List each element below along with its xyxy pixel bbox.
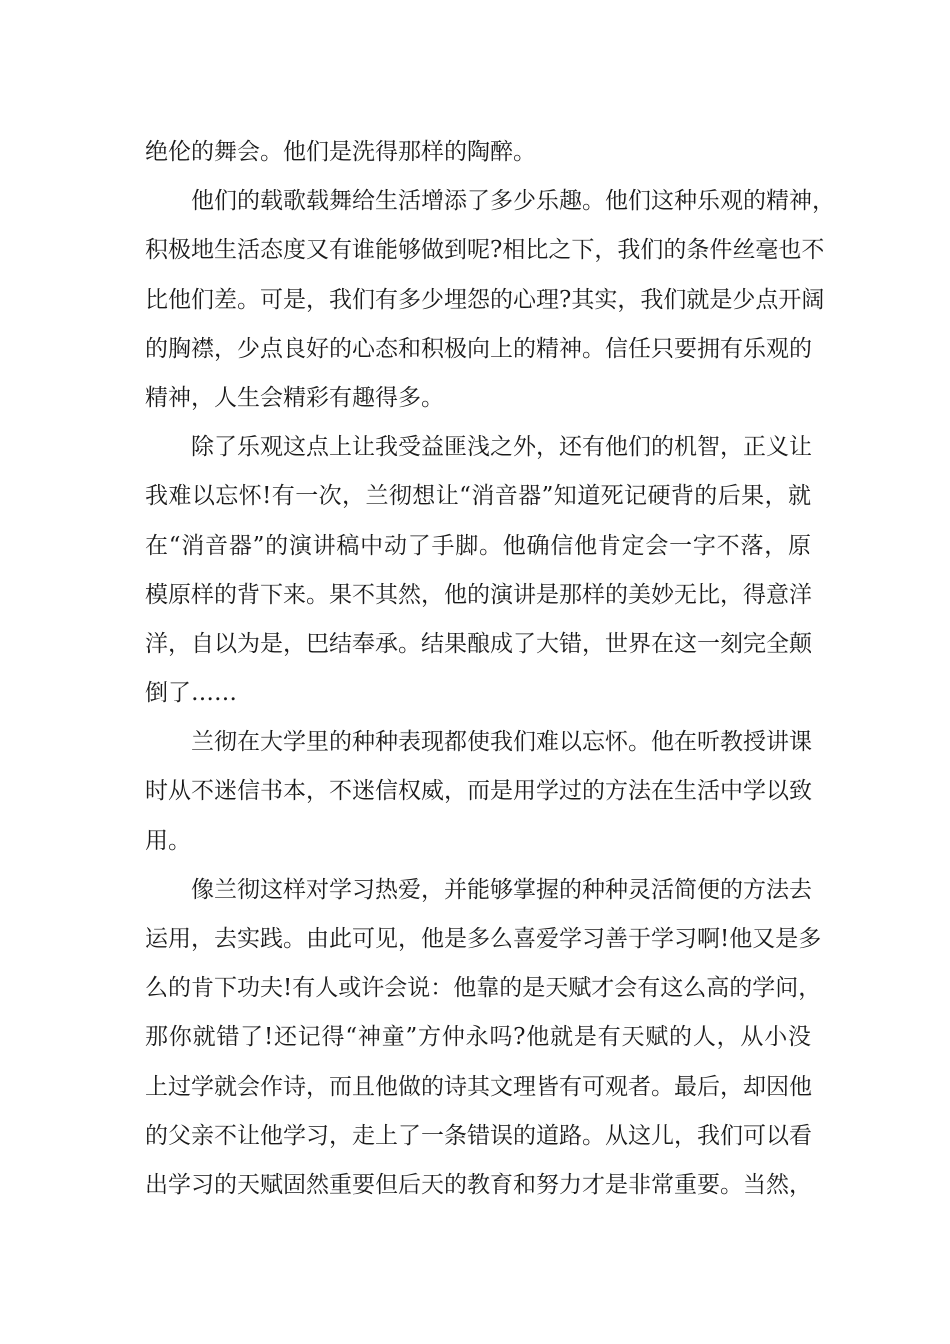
text-line: 洋，自以为是，巴结奉承。结果酿成了大错，世界在这一刻完全颠 [145, 630, 812, 657]
text-line: 倒了…… [145, 680, 237, 707]
text-line: 绝伦的舞会。他们是洗得那样的陶醉。 [145, 139, 536, 165]
text-line: 那你就错了!还记得“神童”方仲永吗?他就是有天赋的人，从小没 [145, 1024, 811, 1051]
text-line: 上过学就会作诗，而且他做的诗其文理皆有可观者。最后，却因他 [145, 1073, 812, 1100]
text-line: 比他们差。可是，我们有多少埋怨的心理?其实，我们就是少点开阔 [145, 286, 825, 313]
text-line: 除了乐观这点上让我受益匪浅之外，还有他们的机智，正义让 [191, 434, 812, 461]
text-line: 出学习的天赋固然重要但后天的教育和努力才是非常重要。当然， [145, 1171, 812, 1198]
text-line: 用。 [145, 827, 191, 854]
text-line: 像兰彻这样对学习热爱，并能够掌握的种种灵活简便的方法去 [191, 876, 812, 903]
text-line: 他们的载歌载舞给生活增添了多少乐趣。他们这种乐观的精神， [191, 188, 835, 215]
text-line: 兰彻在大学里的种种表现都使我们难以忘怀。他在听教授讲课 [191, 729, 812, 756]
text-line: 在“消音器”的演讲稿中动了手脚。他确信他肯定会一字不落，原 [145, 532, 811, 559]
text-line: 我难以忘怀!有一次，兰彻想让“消音器”知道死记硬背的后果，就 [145, 483, 811, 510]
text-line: 运用，去实践。由此可见，他是多么喜爱学习善于学习啊!他又是多 [145, 926, 822, 952]
paragraph [145, 177, 835, 423]
text-line: 的父亲不让他学习，走上了一条错误的道路。从这儿，我们可以看 [145, 1122, 812, 1149]
text-line: 精神，人生会精彩有趣得多。 [145, 384, 444, 411]
text-line: 时从不迷信书本，不迷信权威，而是用学过的方法在生活中学以致 [145, 778, 812, 805]
paragraph [145, 718, 811, 866]
text-line: 的胸襟，少点良好的心态和积极向上的精神。信任只要拥有乐观的 [145, 335, 812, 362]
document-body [145, 128, 835, 1210]
text-line: 模原样的背下来。果不其然，他的演讲是那样的美妙无比，得意洋 [145, 581, 812, 608]
text-line: 么的肯下功夫!有人或许会说：他靠的是天赋才会有这么高的学问， [145, 975, 822, 1002]
paragraph [145, 866, 822, 1210]
paragraph [145, 423, 811, 718]
paragraph [145, 128, 811, 177]
text-line: 积极地生活态度又有谁能够做到呢?相比之下，我们的条件丝毫也不 [145, 237, 825, 264]
